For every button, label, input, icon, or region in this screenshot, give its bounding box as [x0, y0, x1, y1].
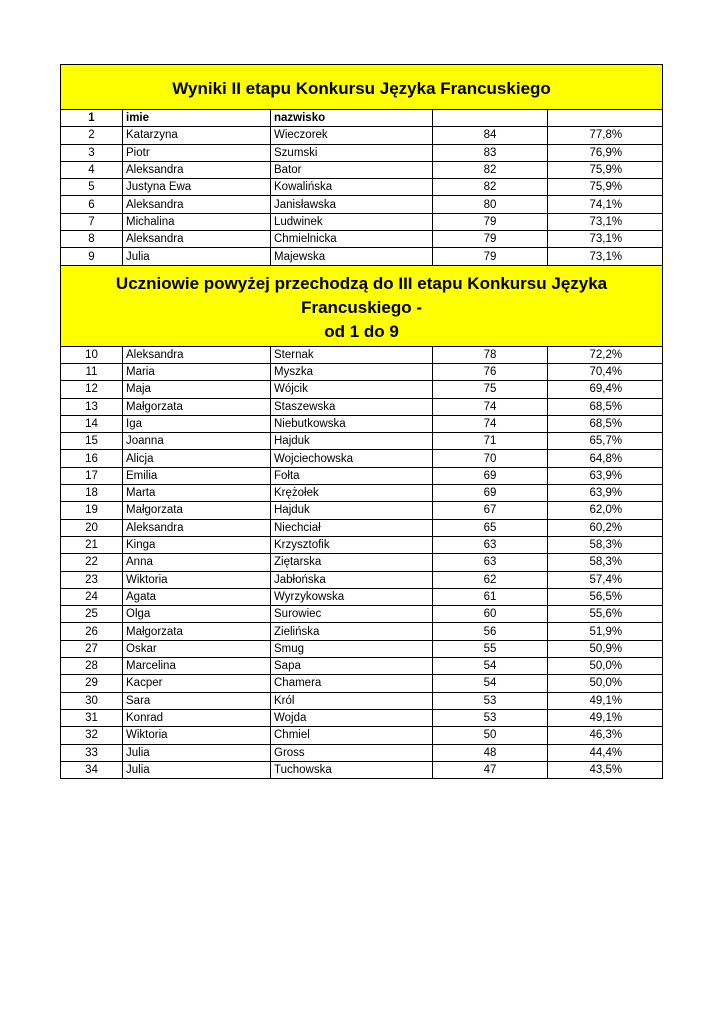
cell-num: 28	[61, 658, 123, 675]
cell-percent: 62,0%	[548, 502, 663, 519]
cell-percent: 50,0%	[548, 658, 663, 675]
cell-num: 34	[61, 761, 123, 778]
table-row	[61, 623, 663, 640]
cell-last-name: Janisławska	[271, 196, 433, 213]
notice-row	[61, 265, 663, 346]
cell-last-name: Wieczorek	[271, 127, 433, 144]
cell-first-name: Julia	[123, 744, 271, 761]
cell-percent: 75,9%	[548, 161, 663, 178]
cell-percent: 50,9%	[548, 640, 663, 657]
cell-score: 50	[433, 727, 548, 744]
cell-num: 17	[61, 467, 123, 484]
cell-score: 75	[433, 381, 548, 398]
table-row	[61, 485, 663, 502]
notice-line-2: od 1 do 9	[324, 321, 399, 341]
cell-percent: 64,8%	[548, 450, 663, 467]
cell-last-name: Król	[271, 692, 433, 709]
table-row	[61, 640, 663, 657]
cell-first-name: Julia	[123, 248, 271, 265]
cell-last-name: Surowiec	[271, 606, 433, 623]
table-row	[61, 727, 663, 744]
header-percent	[548, 110, 663, 127]
cell-last-name: Wójcik	[271, 381, 433, 398]
cell-first-name: Aleksandra	[123, 196, 271, 213]
cell-percent: 46,3%	[548, 727, 663, 744]
cell-percent: 49,1%	[548, 692, 663, 709]
cell-first-name: Maria	[123, 363, 271, 380]
cell-last-name: Bator	[271, 161, 433, 178]
cell-first-name: Marta	[123, 485, 271, 502]
cell-score: 80	[433, 196, 548, 213]
table-row	[61, 213, 663, 230]
cell-score: 71	[433, 433, 548, 450]
title-row	[61, 65, 663, 110]
table-row	[61, 519, 663, 536]
table-row	[61, 658, 663, 675]
cell-last-name: Jabłońska	[271, 571, 433, 588]
cell-percent: 63,9%	[548, 485, 663, 502]
qualified-rows	[61, 127, 663, 265]
cell-percent: 75,9%	[548, 179, 663, 196]
qualification-notice	[61, 265, 663, 346]
cell-first-name: Iga	[123, 415, 271, 432]
cell-score: 47	[433, 761, 548, 778]
notice-section	[61, 265, 663, 346]
table-row	[61, 179, 663, 196]
cell-score: 79	[433, 248, 548, 265]
cell-score: 78	[433, 346, 548, 363]
cell-last-name: Myszka	[271, 363, 433, 380]
cell-num: 31	[61, 709, 123, 726]
cell-last-name: Kowalińska	[271, 179, 433, 196]
cell-first-name: Katarzyna	[123, 127, 271, 144]
cell-first-name: Piotr	[123, 144, 271, 161]
table-row	[61, 127, 663, 144]
table-row	[61, 248, 663, 265]
cell-num: 26	[61, 623, 123, 640]
cell-percent: 68,5%	[548, 398, 663, 415]
cell-first-name: Kinga	[123, 536, 271, 553]
cell-score: 83	[433, 144, 548, 161]
cell-last-name: Niebutkowska	[271, 415, 433, 432]
cell-num: 4	[61, 161, 123, 178]
table-row	[61, 554, 663, 571]
cell-score: 79	[433, 231, 548, 248]
cell-score: 63	[433, 554, 548, 571]
cell-percent: 51,9%	[548, 623, 663, 640]
table-row	[61, 161, 663, 178]
table-row	[61, 709, 663, 726]
cell-score: 55	[433, 640, 548, 657]
cell-score: 69	[433, 485, 548, 502]
cell-first-name: Maja	[123, 381, 271, 398]
other-rows	[61, 346, 663, 778]
cell-last-name: Wojda	[271, 709, 433, 726]
cell-num: 18	[61, 485, 123, 502]
cell-first-name: Joanna	[123, 433, 271, 450]
cell-percent: 68,5%	[548, 415, 663, 432]
cell-score: 74	[433, 415, 548, 432]
table-row	[61, 571, 663, 588]
cell-num: 12	[61, 381, 123, 398]
cell-last-name: Krężołek	[271, 485, 433, 502]
cell-percent: 58,3%	[548, 536, 663, 553]
table-row	[61, 144, 663, 161]
cell-score: 62	[433, 571, 548, 588]
cell-score: 56	[433, 623, 548, 640]
cell-percent: 55,6%	[548, 606, 663, 623]
cell-num: 24	[61, 588, 123, 605]
cell-num: 8	[61, 231, 123, 248]
table-row	[61, 536, 663, 553]
cell-num: 32	[61, 727, 123, 744]
table-row	[61, 467, 663, 484]
cell-first-name: Olga	[123, 606, 271, 623]
cell-score: 63	[433, 536, 548, 553]
cell-percent: 77,8%	[548, 127, 663, 144]
cell-first-name: Julia	[123, 761, 271, 778]
cell-first-name: Wiktoria	[123, 727, 271, 744]
table-row	[61, 675, 663, 692]
table-row	[61, 692, 663, 709]
cell-last-name: Sapa	[271, 658, 433, 675]
cell-num: 22	[61, 554, 123, 571]
cell-last-name: Krzysztofik	[271, 536, 433, 553]
cell-score: 53	[433, 709, 548, 726]
cell-percent: 73,1%	[548, 231, 663, 248]
cell-percent: 58,3%	[548, 554, 663, 571]
cell-first-name: Małgorzata	[123, 502, 271, 519]
cell-score: 74	[433, 398, 548, 415]
cell-num: 2	[61, 127, 123, 144]
cell-score: 54	[433, 658, 548, 675]
cell-first-name: Michalina	[123, 213, 271, 230]
cell-first-name: Oskar	[123, 640, 271, 657]
table-row	[61, 450, 663, 467]
table-row	[61, 231, 663, 248]
cell-num: 7	[61, 213, 123, 230]
cell-percent: 76,9%	[548, 144, 663, 161]
cell-percent: 56,5%	[548, 588, 663, 605]
cell-num: 10	[61, 346, 123, 363]
cell-last-name: Tuchowska	[271, 761, 433, 778]
table-row	[61, 502, 663, 519]
cell-num: 11	[61, 363, 123, 380]
cell-num: 27	[61, 640, 123, 657]
cell-score: 60	[433, 606, 548, 623]
cell-first-name: Anna	[123, 554, 271, 571]
cell-last-name: Chmiel	[271, 727, 433, 744]
cell-first-name: Aleksandra	[123, 519, 271, 536]
cell-num: 5	[61, 179, 123, 196]
cell-score: 48	[433, 744, 548, 761]
header-num: 1	[61, 110, 123, 127]
cell-num: 19	[61, 502, 123, 519]
cell-last-name: Hajduk	[271, 502, 433, 519]
results-table	[60, 64, 663, 779]
header-first-name: imie	[123, 110, 271, 127]
cell-last-name: Sternak	[271, 346, 433, 363]
table-row	[61, 415, 663, 432]
cell-first-name: Małgorzata	[123, 623, 271, 640]
cell-last-name: Chamera	[271, 675, 433, 692]
table-row	[61, 433, 663, 450]
cell-num: 6	[61, 196, 123, 213]
table-row	[61, 398, 663, 415]
cell-num: 13	[61, 398, 123, 415]
cell-num: 29	[61, 675, 123, 692]
cell-last-name: Gross	[271, 744, 433, 761]
notice-line-1: Uczniowie powyżej przechodzą do III etapu Konkursu Języka Francuskiego -	[115, 273, 608, 317]
header-row	[61, 110, 663, 127]
cell-score: 70	[433, 450, 548, 467]
cell-last-name: Staszewska	[271, 398, 433, 415]
cell-score: 84	[433, 127, 548, 144]
header-last-name: nazwisko	[271, 110, 433, 127]
cell-first-name: Alicja	[123, 450, 271, 467]
cell-num: 20	[61, 519, 123, 536]
cell-percent: 73,1%	[548, 213, 663, 230]
cell-num: 21	[61, 536, 123, 553]
page-title: Wyniki II etapu Konkursu Języka Francuskiego	[61, 65, 663, 110]
cell-score: 79	[433, 213, 548, 230]
cell-first-name: Agata	[123, 588, 271, 605]
cell-num: 23	[61, 571, 123, 588]
table-row	[61, 744, 663, 761]
cell-last-name: Ziętarska	[271, 554, 433, 571]
cell-num: 9	[61, 248, 123, 265]
cell-first-name: Aleksandra	[123, 231, 271, 248]
table-row	[61, 588, 663, 605]
cell-score: 53	[433, 692, 548, 709]
cell-percent: 72,2%	[548, 346, 663, 363]
cell-first-name: Kacper	[123, 675, 271, 692]
cell-num: 30	[61, 692, 123, 709]
cell-num: 3	[61, 144, 123, 161]
cell-percent: 44,4%	[548, 744, 663, 761]
cell-percent: 74,1%	[548, 196, 663, 213]
cell-score: 54	[433, 675, 548, 692]
table-row	[61, 196, 663, 213]
cell-num: 33	[61, 744, 123, 761]
cell-first-name: Wiktoria	[123, 571, 271, 588]
cell-percent: 60,2%	[548, 519, 663, 536]
table-row	[61, 761, 663, 778]
cell-percent: 70,4%	[548, 363, 663, 380]
cell-num: 14	[61, 415, 123, 432]
cell-score: 65	[433, 519, 548, 536]
cell-last-name: Zielińska	[271, 623, 433, 640]
cell-score: 67	[433, 502, 548, 519]
cell-score: 82	[433, 179, 548, 196]
cell-first-name: Konrad	[123, 709, 271, 726]
cell-percent: 49,1%	[548, 709, 663, 726]
cell-last-name: Smug	[271, 640, 433, 657]
results-sheet	[60, 64, 662, 779]
cell-last-name: Wojciechowska	[271, 450, 433, 467]
cell-last-name: Szumski	[271, 144, 433, 161]
cell-first-name: Marcelina	[123, 658, 271, 675]
cell-last-name: Hajduk	[271, 433, 433, 450]
table-row	[61, 606, 663, 623]
cell-num: 15	[61, 433, 123, 450]
cell-first-name: Sara	[123, 692, 271, 709]
cell-first-name: Aleksandra	[123, 346, 271, 363]
cell-first-name: Emilia	[123, 467, 271, 484]
cell-first-name: Aleksandra	[123, 161, 271, 178]
results-table-body	[61, 65, 663, 127]
cell-last-name: Majewska	[271, 248, 433, 265]
table-row	[61, 381, 663, 398]
cell-score: 69	[433, 467, 548, 484]
cell-percent: 50,0%	[548, 675, 663, 692]
cell-percent: 43,5%	[548, 761, 663, 778]
cell-last-name: Chmielnicka	[271, 231, 433, 248]
table-row	[61, 346, 663, 363]
table-row	[61, 363, 663, 380]
cell-score: 76	[433, 363, 548, 380]
cell-percent: 69,4%	[548, 381, 663, 398]
cell-num: 25	[61, 606, 123, 623]
header-score	[433, 110, 548, 127]
cell-percent: 73,1%	[548, 248, 663, 265]
cell-percent: 63,9%	[548, 467, 663, 484]
cell-last-name: Fołta	[271, 467, 433, 484]
cell-percent: 65,7%	[548, 433, 663, 450]
cell-num: 16	[61, 450, 123, 467]
cell-percent: 57,4%	[548, 571, 663, 588]
cell-first-name: Małgorzata	[123, 398, 271, 415]
cell-score: 61	[433, 588, 548, 605]
cell-last-name: Niechciał	[271, 519, 433, 536]
cell-last-name: Wyrzykowska	[271, 588, 433, 605]
cell-score: 82	[433, 161, 548, 178]
cell-last-name: Ludwinek	[271, 213, 433, 230]
cell-first-name: Justyna Ewa	[123, 179, 271, 196]
